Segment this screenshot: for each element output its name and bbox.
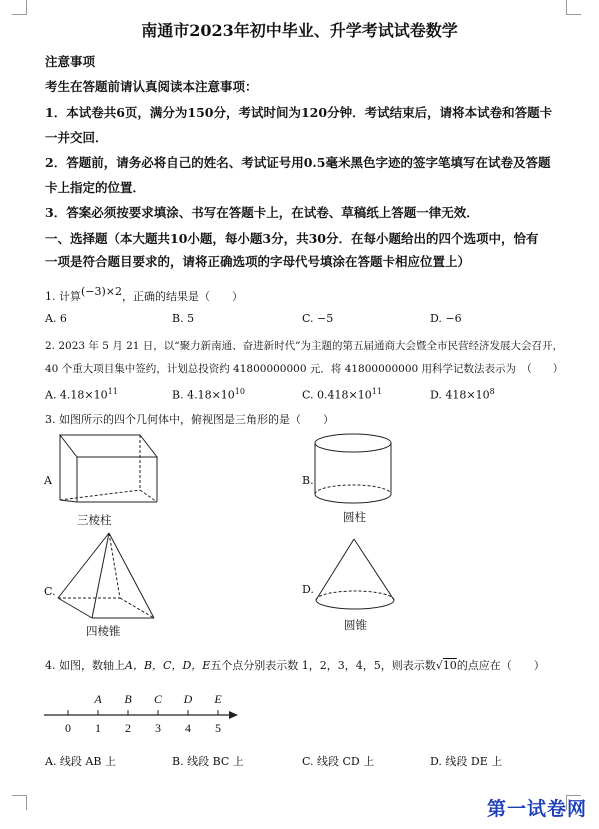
q3-label-c: C. [44,585,56,598]
q4-option-c: C. 线段 CD 上 [302,755,375,768]
q1-option-c: C. −5 [302,312,334,325]
q2-option-d [430,387,495,402]
notice-intro: 考生在答题前请认真阅读本注意事项： [45,79,258,94]
cone-figure [312,536,398,616]
q2-option-c-base: C. 0.418×10 [302,388,372,402]
crop-mark-top-right [566,0,581,15]
q3-label-d: D. [302,583,314,596]
notice-line2b: 卡上指定的位置． [45,180,146,195]
q1-option-a: A. 6 [45,312,67,325]
axis-number-0: 0 [65,721,71,735]
q2-option-a-exponent: 11 [107,387,118,396]
q4-stem-c: 的点应在（ ） [456,659,545,672]
q2-option-a [45,387,118,402]
page-title: 南通市2023年初中毕业、升学考试试卷数学 [141,21,458,40]
number-line-figure [40,686,245,738]
caption-triangular-prism: 三棱柱 [77,513,112,527]
notice-line1b: 一并交回． [45,130,108,145]
sqrt-sign: √ [435,659,443,672]
axis-number-2: 2 [125,721,131,735]
caption-cylinder: 圆柱 [343,510,366,524]
q4-stem-b: 五个点分别表示数 1，2，3，4，5，则表示数 [210,659,436,672]
q4-radicand: 10 [442,659,457,672]
q4-option-b: B. 线段 BC 上 [172,755,244,768]
q2-option-b-base: B. 4.18×10 [172,388,235,402]
q3-stem: 3. 如图所示的四个几何体中，俯视图是三角形的是（ ） [45,413,334,426]
q2-option-d-base: D. 418×10 [430,388,490,402]
cylinder-figure [312,432,394,508]
notice-heading: 注意事项 [45,54,96,69]
q1-stem-a: 1. 计算 [45,290,81,303]
q1-expression: (−3)×2 [81,285,123,298]
q4-option-a: A. 线段 AB 上 [45,755,116,768]
q2-option-b [172,387,245,402]
q1-stem-b: ，正确的结果是（ ） [122,290,244,303]
q2-option-a-base: A. 4.18×10 [45,388,108,402]
q4-stem [45,657,545,673]
crop-mark-bottom-left [12,795,27,810]
caption-square-pyramid: 四棱锥 [86,624,121,638]
q3-label-a: A [44,474,52,487]
q2-option-b-exponent: 10 [234,387,245,396]
square-pyramid-figure [52,530,162,624]
caption-cone: 圆锥 [344,618,367,632]
axis-point-B: B [124,692,132,706]
section1-line2: 一项是符合题目要求的，请将正确选项的字母代号填涂在答题卡相应位置上） [45,254,471,269]
q2-line1: 2. 2023 年 5 月 21 日，以“聚力新南通、奋进新时代”为主题的第五届通商大会暨全市民营经济发展大会召开， [45,340,564,352]
crop-mark-top-left [12,0,27,15]
axis-number-5: 5 [215,721,221,735]
notice-line3: 3．答案必须按要求填涂、书写在答题卡上，在试卷、草稿纸上答题一律无效． [45,205,479,220]
triangular-prism-figure [52,430,162,510]
q4-option-d: D. 线段 DE 上 [430,755,503,768]
q4-stem-a: 4. 如图，数轴上 [45,659,125,672]
notice-line1a: 1．本试卷共6页，满分为150分，考试时间为120分钟．考试结束后，请将本试卷和答题卡 [45,105,553,120]
q1-option-b: B. 5 [172,312,195,325]
axis-number-3: 3 [155,721,161,735]
axis-point-D: D [183,692,193,706]
notice-line2a: 2．答题前，请务必将自己的姓名、考试证号用0.5毫米黑色字迹的签字笔填写在试卷及答题 [45,155,551,170]
q3-label-b: B. [302,474,314,487]
axis-point-E: E [214,692,222,706]
q2-option-c [302,387,382,402]
axis-number-1: 1 [95,721,101,735]
axis-point-A: A [94,692,102,706]
axis-point-C: C [153,692,163,706]
q2-option-d-exponent: 8 [489,387,495,396]
q1-stem [45,285,244,304]
q2-option-c-exponent: 11 [371,387,382,396]
section1-line1: 一、选择题（本大题共10小题，每小题3分，共30分．在每小题给出的四个选项中，恰有 [45,231,539,246]
watermark-logo: 第一试卷网 [486,798,587,820]
q2-line2: 40 个重大项目集中签约，计划总投资约 41800000000 元．将 41800000000 用科学记数法表示为 （ ） [45,363,564,375]
q4-points: A，B，C，D，E [125,659,211,672]
q1-option-d: D. −6 [430,312,462,325]
axis-number-4: 4 [185,721,191,735]
